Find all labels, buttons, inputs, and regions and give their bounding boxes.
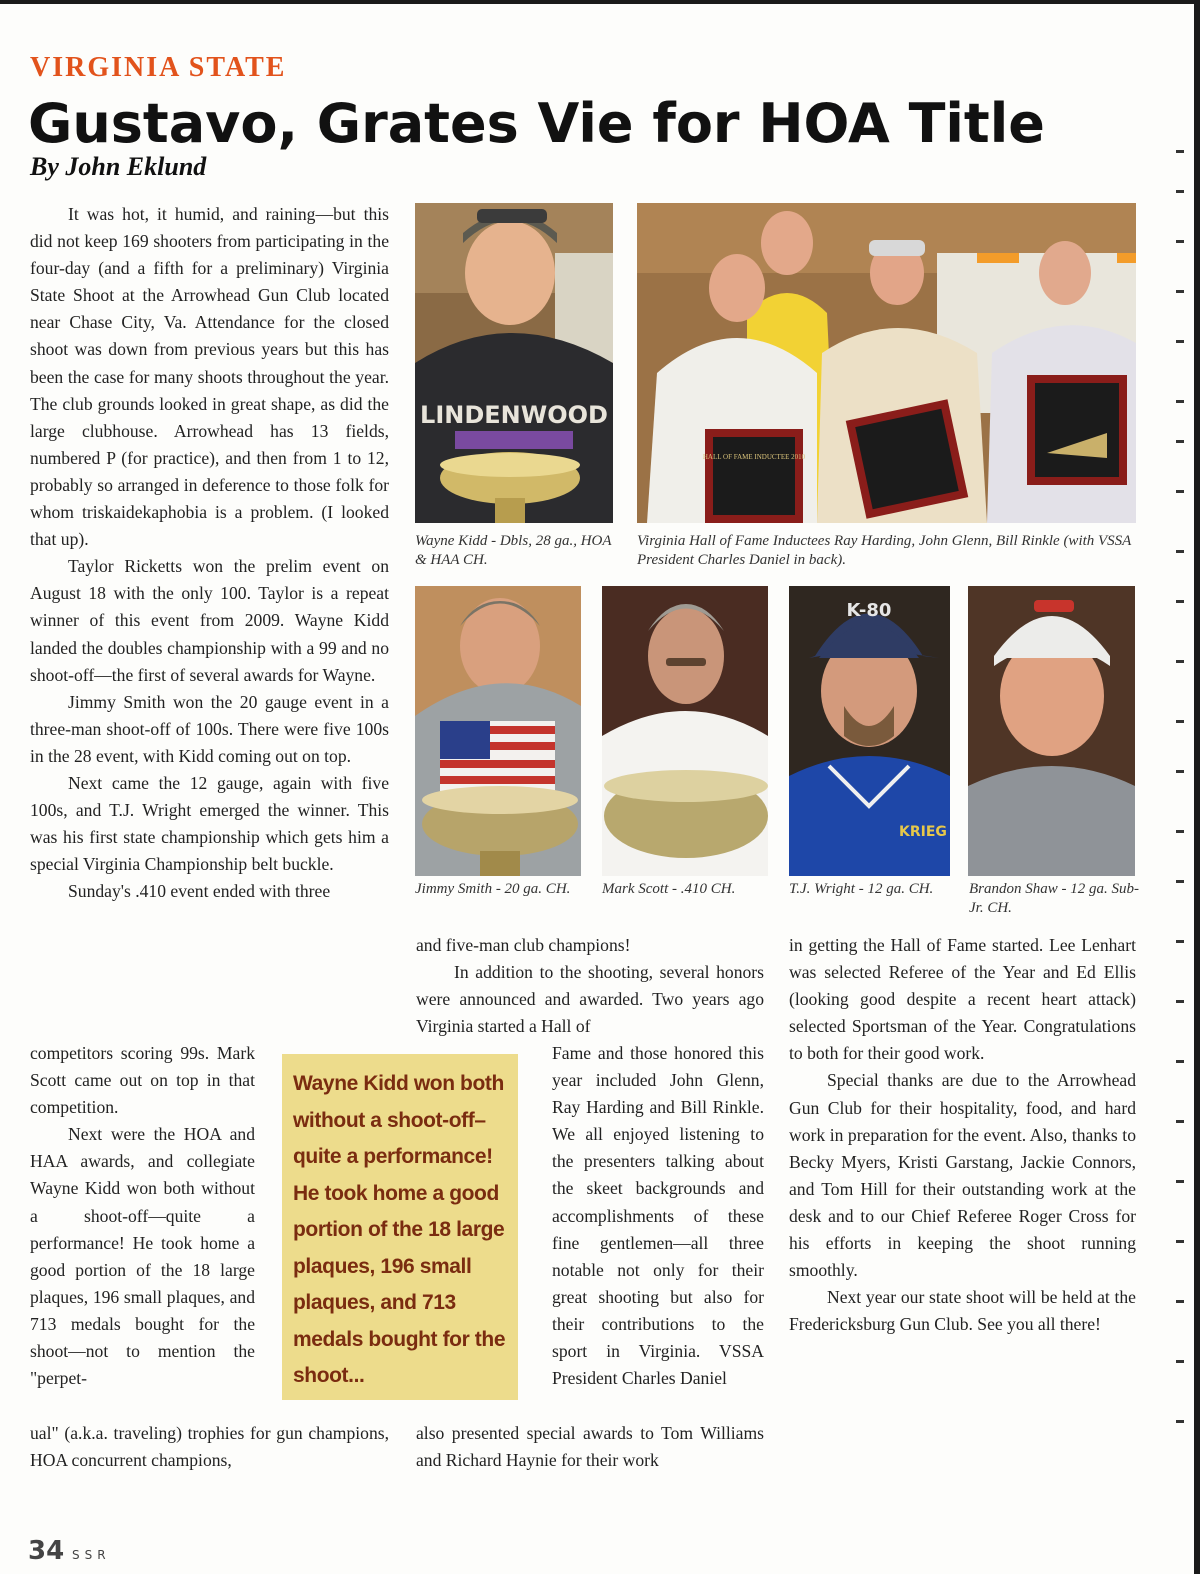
scan-edge-marks xyxy=(1172,140,1192,1440)
pull-quote-line: portion of the 18 large xyxy=(293,1218,505,1241)
paragraph: also presented special awards to Tom Williams and Richard Haynie for their work xyxy=(416,1423,764,1471)
paragraph: Taylor Ricketts won the prelim event on August 18 with the only 100. Taylor is a repeat winner of this event from 2009. Wayne Kidd landed the doubles championship with a 99 and no shoot-off—the first of several awards for Wayne. xyxy=(30,556,389,685)
paragraph: in getting the Hall of Fame started. Lee Lenhart was selected Referee of the Year and Ed Ellis (looking good despite a recent heart attack) selected Sportsman of the Year. Congratulations to both for their good work. xyxy=(789,935,1136,1064)
paragraph: and five-man club champions! xyxy=(416,935,631,955)
pull-quote-line: Wayne Kidd won both xyxy=(293,1072,504,1095)
caption-hall-of-fame: Virginia Hall of Fame Inductees Ray Harding, John Glenn, Bill Rinkle (with VSSA President Charles Daniel in back). xyxy=(637,533,1132,568)
paragraph: competitors scoring 99s. Mark Scott came out on top in that competition. xyxy=(30,1043,255,1118)
paragraph: Jimmy Smith won the 20 gauge event in a three-man shoot-off of 100s. There were five 100s in the 28 event, with Kidd coming out on top. xyxy=(30,691,389,766)
article-column-1 xyxy=(30,201,389,905)
photo-tj-wright xyxy=(789,586,950,876)
article-column-2-bottom xyxy=(416,1420,764,1474)
paragraph: Next were the HOA and HAA awards, and collegiate Wayne Kidd won both without a shoot-off—quite a performance! He took home a good portion of the 18 large plaques, 196 small plaques, and 713 medals bought for the shoot—not to mention the "perpet- xyxy=(30,1124,255,1389)
article-column-1-bottom xyxy=(30,1420,389,1474)
cap-text: K-80 xyxy=(846,600,892,621)
pull-quote xyxy=(282,1054,518,1400)
article-headline: Gustavo, Grates Vie for HOA Title xyxy=(28,92,1045,155)
caption-jimmy-smith: Jimmy Smith - 20 ga. CH. xyxy=(415,881,571,897)
caption-brandon-shaw: Brandon Shaw - 12 ga. Sub-Jr. CH. xyxy=(969,881,1139,916)
magazine-name: SSR xyxy=(72,1548,111,1562)
article-column-2-narrow xyxy=(552,1040,764,1392)
shirt-text: KRIEG xyxy=(899,824,947,840)
paragraph: Fame and those honored this year included John Glenn, Ray Harding and Bill Rinkle. We all enjoyed listening to the presenters talking about the skeet backgrounds and accomplishments of these fine gentlemen—all three notable not only for their great shooting but also for their contributions to the sport in Virginia. VSSA President Charles Daniel xyxy=(552,1043,764,1389)
photo-mark-scott xyxy=(602,586,768,876)
photo-jimmy-smith xyxy=(415,586,581,876)
article-byline: By John Eklund xyxy=(30,152,207,181)
section-kicker: VIRGINIA STATE xyxy=(30,52,287,83)
paragraph: ual" (a.k.a. traveling) trophies for gun champions, HOA concurrent champions, xyxy=(30,1423,389,1471)
pull-quote-line: shoot... xyxy=(293,1364,365,1387)
paragraph: In addition to the shooting, several honors were announced and awarded. Two years ago Virginia started a Hall of xyxy=(416,962,764,1037)
caption-wayne-kidd: Wayne Kidd - Dbls, 28 ga., HOA & HAA CH. xyxy=(415,533,612,568)
article-column-2 xyxy=(416,932,764,1040)
pull-quote-line: plaques, and 713 xyxy=(293,1291,456,1314)
paragraph: Next year our state shoot will be held at the Fredericksburg Gun Club. See you all there! xyxy=(789,1287,1136,1335)
page-edge xyxy=(1194,0,1200,1574)
pull-quote-line: quite a performance! xyxy=(293,1145,493,1168)
plaque-text: HALL OF FAME INDUCTEE 2010 xyxy=(702,453,806,461)
page-number: 34 xyxy=(28,1536,65,1566)
photo-wayne-kidd xyxy=(415,203,613,523)
shirt-text: LINDENWOOD xyxy=(420,401,608,429)
paragraph: Sunday's .410 event ended with three xyxy=(68,881,331,902)
pull-quote-line: plaques, 196 small xyxy=(293,1254,472,1278)
caption-mark-scott: Mark Scott - .410 CH. xyxy=(602,881,736,897)
caption-tj-wright: T.J. Wright - 12 ga. CH. xyxy=(789,881,934,897)
photo-hall-of-fame xyxy=(637,203,1136,523)
paragraph: Next came the 12 gauge, again with five 100s, and T.J. Wright emerged the winner. This was his first state championship which gets him a special Virginia Championship belt buckle. xyxy=(30,772,389,875)
paragraph: It was hot, it humid, and raining—but this did not keep 169 shooters from participating in the four-day (and a fifth for a preliminary) Virginia State Shoot at the Arrowhead Gun Club located near Chase City, Va. Attendance for the closed shoot was down from previous years but this has been the case for many shoots throughout the year. The club grounds looked in great shape, as did the large clubhouse. Arrowhead has 13 fields, numbered P (for practice), and then from 1 to 12, probably so arranged in deference to those folk for whom triskaidekaphobia is a problem. (I looked that up). xyxy=(30,204,389,550)
paragraph: Special thanks are due to the Arrowhead Gun Club for their hospitality, food, and hard work in preparation for the event. Also, thanks to Becky Myers, Kristi Garstang, Jackie Connors, and Tom Hill for their outstanding work at the desk and to our Chief Referee Roger Cross for his efforts in keeping the shoot running smoothly. xyxy=(789,1070,1136,1281)
pull-quote-line: He took home a good xyxy=(293,1181,499,1205)
top-rule xyxy=(0,0,1200,4)
photo-brandon-shaw xyxy=(968,586,1135,876)
article-column-3 xyxy=(789,932,1136,1338)
pull-quote-line: medals bought for the xyxy=(293,1327,506,1351)
pull-quote-line: without a shoot-off– xyxy=(293,1108,486,1132)
article-column-1-narrow xyxy=(30,1040,255,1392)
